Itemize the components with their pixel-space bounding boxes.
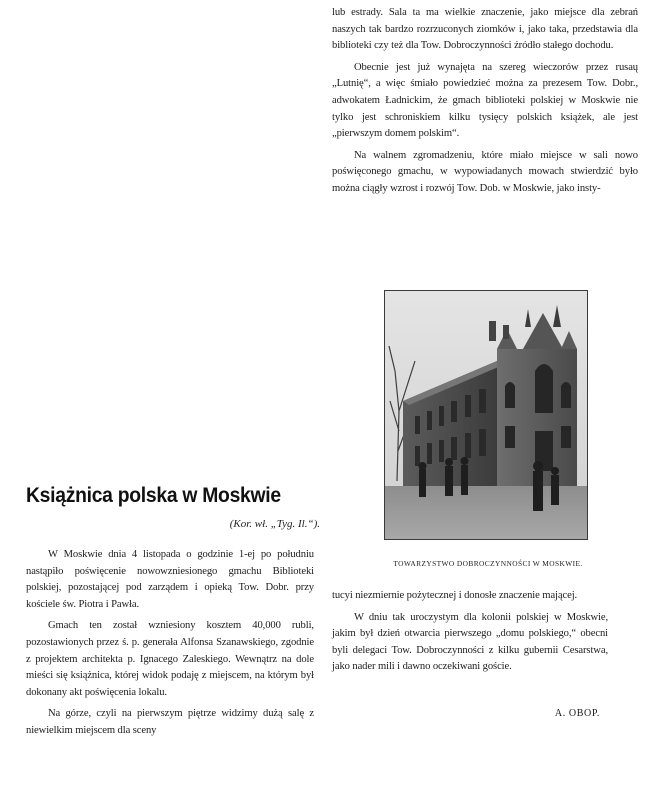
paragraph: lub estrady. Sala ta ma wielkie znaczenie, jako miejsce dla zebrań naszych tak bardzo rozrzuconych ziomków i, jako taka, przedstawia dla biblioteki czy też dla Tow. Dobroczynności źródło stałego dochodu. xyxy=(332,7,638,52)
paragraph: tucyi niezmiernie pożytecznej i donosłe znaczenie mającej. xyxy=(332,590,578,601)
paragraph: Na górze, czyli na pierwszym piętrze widzimy dużą salę z niewielkim miejscem dla sceny xyxy=(26,708,314,736)
paragraph: Gmach ten został wzniesiony kosztem 40,000 rubli, pozostawionych przez ś. p. generała Alfonsa Szanawskiego, zgodnie z projektem architekta p. Ignacego Zaleskiego. Wewnątrz na dole mieści się książnica, której widok podaję z miejscem, na którym był dokonany akt poświęcenia lokalu. xyxy=(26,620,314,698)
paragraph: W dniu tak uroczystym dla kolonii polskiej w Moskwie, jakim był dzień otwarcia pierwszego „domu polskiego,“ obecni byli delegaci Tow. Dobroczynności z kilku gubernii Cesarstwa, jako nader mili i dawno oczekiwani goście. xyxy=(332,611,608,673)
source-note: (Kor. wł. „Tyg. Il.“). xyxy=(229,518,320,530)
article-title: Książnica polska w Moskwie xyxy=(26,484,281,507)
paragraph: Obecnie jest już wynajęta na szereg wieczorów przez rusaų „Lutnię“, a więc śmiało powiedzieć można za prezesem Tow. Dobr., adwokatem Ładnickim, że gmach biblioteki polskiej w Moskwie nie tylko jest schroniskiem kilku tysięcy polskich książek, ale jest „pierwszym domem polskim“. xyxy=(332,61,638,140)
photo-caption: TOWARZYSTWO DOBROCZYNNOŚCI W MOSKWIE. xyxy=(393,559,583,568)
left-column-text xyxy=(26,547,314,740)
author-signature: A. OBOP. xyxy=(554,708,600,719)
right-column-bottom-text xyxy=(332,588,608,676)
building-photo xyxy=(384,290,588,540)
right-column-top-text xyxy=(332,5,638,198)
paragraph: W Moskwie dnia 4 listopada o godzinie 1-ej po południu nastąpiło poświęcenie nowowzniesionego gmachu Biblioteki polskiej, pozostającej pod zarządem i opieką Tow. Dobr. przy kościele św. Piotra i Pawła. xyxy=(26,549,314,610)
paragraph: Na walnem zgromadzeniu, które miało miejsce w sali nowo poświęconego gmachu, w wypowiadanych mowach stwierdzić było można ciągły wzrost i rozwój Tow. Dob. w Moskwie, jako insty- xyxy=(332,149,638,194)
